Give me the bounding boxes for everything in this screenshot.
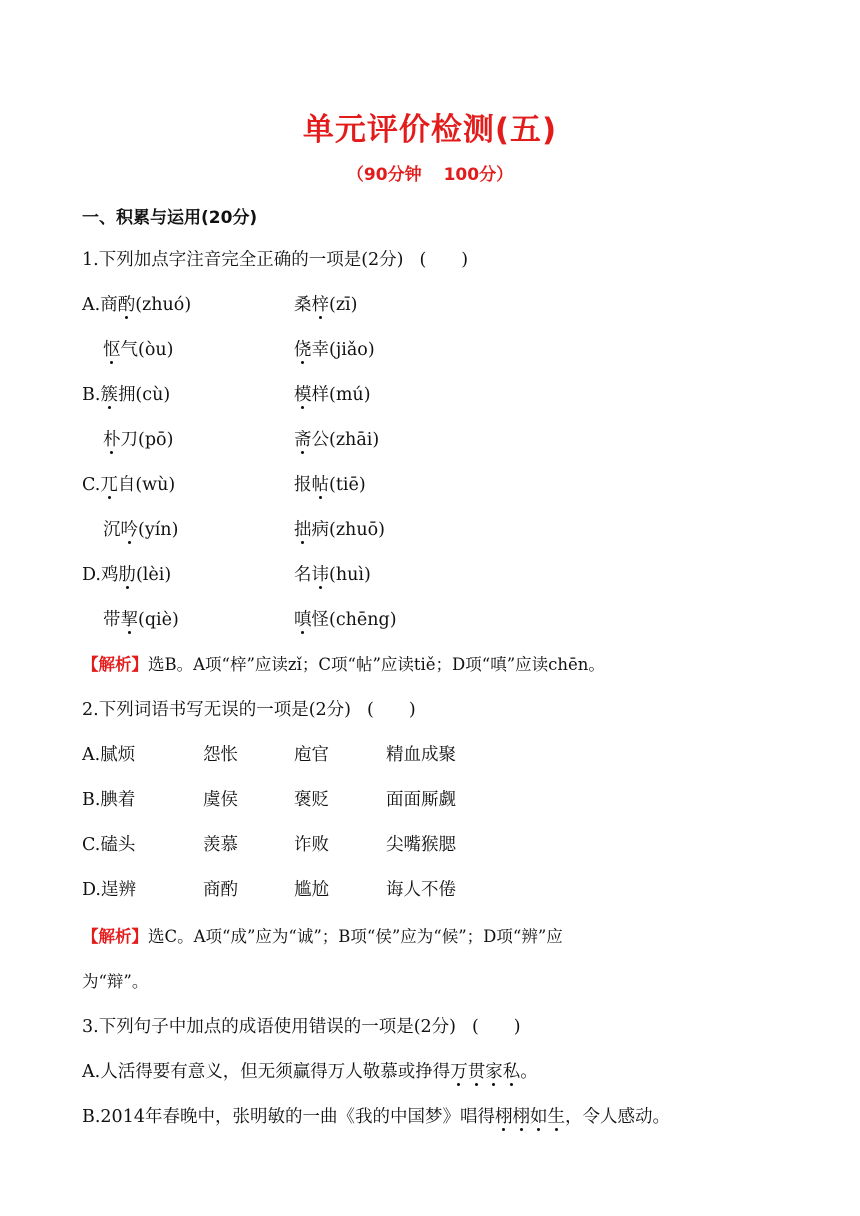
dotted-char: 拙	[294, 520, 312, 540]
q1-option-right: 嗔怪(chēng)	[294, 610, 397, 630]
dotted-char: 肋	[118, 565, 136, 585]
option-letter: A.	[82, 295, 101, 315]
question-3-stem: 3.下列句子中加点的成语使用错误的一项是(2分) ( )	[82, 1017, 521, 1037]
q2-option-word: 面面厮觑	[386, 790, 456, 810]
subtitle-score: 100分）	[443, 165, 514, 185]
dotted-char: 生	[547, 1107, 565, 1127]
option-letter: C.	[82, 475, 101, 495]
q1-option-right: 桑梓(zī)	[294, 295, 358, 315]
question-3-option-b: B.2014年春晚中，张明敏的一曲《我的中国梦》唱得栩栩如生，令人感动。	[82, 1107, 670, 1127]
q2-option-word: 尴尬	[294, 880, 329, 900]
dotted-char: 兀	[100, 475, 118, 495]
dotted-char: 万	[450, 1062, 468, 1082]
q1-option-left: A.商酌(zhuó)	[82, 295, 192, 315]
q2-option-word: 精血成聚	[386, 745, 456, 765]
q1-option-left: 沉吟(yín)	[103, 520, 179, 540]
dotted-char: 贯	[467, 1062, 486, 1082]
q2-option-word: 虞侯	[203, 790, 238, 810]
question-2-stem: 2.下列词语书写无误的一项是(2分) ( )	[82, 700, 416, 720]
q1-option-left: B.簇拥(cù)	[82, 385, 171, 405]
q2-option-word: 怨怅	[203, 745, 238, 765]
q2-option-word: B.腆着	[82, 790, 136, 810]
q2-option-word: 尖嘴猴腮	[386, 835, 456, 855]
question-2-analysis-line1: 【解析】选C。A项“成”应为“诚”；B项“侯”应为“候”；D项“辨”应	[82, 927, 563, 946]
dotted-char: 讳	[311, 565, 329, 585]
dotted-char: 帖	[311, 475, 329, 495]
dotted-char: 家	[485, 1062, 503, 1082]
dotted-char: 挈	[120, 610, 138, 630]
q2-option-word: A.腻烦	[82, 745, 136, 765]
dotted-char: 栩	[512, 1107, 530, 1127]
subtitle-time: （90分钟	[346, 165, 422, 185]
dotted-char: 酌	[117, 295, 136, 315]
question-1-analysis: 【解析】选B。A项“梓”应读zǐ；C项“帖”应读tiě；D项“嗔”应读chēn。	[82, 655, 605, 674]
question-1-stem: 1.下列加点字注音完全正确的一项是(2分) ( )	[82, 250, 469, 270]
option-letter: D.	[82, 565, 101, 585]
q2-option-word: C.磕头	[82, 835, 136, 855]
q1-option-right: 斋公(zhāi)	[294, 430, 380, 450]
dotted-char: 模	[294, 385, 312, 405]
q2-option-word: D.逞辨	[82, 880, 136, 900]
q1-option-left: D.鸡肋(lèi)	[82, 565, 172, 585]
dotted-char: 嗔	[294, 610, 312, 630]
q1-option-left: 带挈(qiè)	[103, 610, 179, 630]
q1-option-left: 朴刀(pō)	[103, 430, 174, 450]
dotted-char: 栩	[494, 1107, 513, 1127]
dotted-char: 吟	[120, 520, 138, 540]
section-heading: 一、积累与运用(20分)	[82, 208, 258, 228]
dotted-char: 怄	[103, 340, 121, 360]
option-letter: B.	[82, 385, 101, 405]
dotted-char: 簇	[100, 385, 118, 405]
page-subtitle	[0, 160, 860, 185]
q1-option-right: 报帖(tiē)	[294, 475, 366, 495]
dotted-char: 斋	[294, 430, 312, 450]
q2-option-word: 商酌	[203, 880, 238, 900]
q1-option-right: 拙病(zhuō)	[294, 520, 385, 540]
q2-option-word: 褒贬	[294, 790, 329, 810]
q1-option-right: 侥幸(jiǎo)	[294, 340, 375, 360]
q1-option-left: C.兀自(wù)	[82, 475, 176, 495]
dotted-char: 如	[529, 1107, 548, 1127]
q1-option-left: 怄气(òu)	[103, 340, 174, 360]
q2-option-word: 诲人不倦	[386, 880, 456, 900]
dotted-char: 梓	[311, 295, 329, 315]
q1-option-right: 名讳(huì)	[294, 565, 371, 585]
q2-option-word: 庖官	[294, 745, 329, 765]
dotted-char: 朴	[103, 430, 121, 450]
page-title: 单元评价检测(五)	[302, 112, 558, 148]
q1-option-right: 模样(mú)	[294, 385, 371, 405]
q2-option-word: 羡慕	[203, 835, 238, 855]
dotted-char: 侥	[294, 340, 312, 360]
question-3-option-a: A.人活得要有意义，但无须赢得万人敬慕或挣得万贯家私。	[82, 1062, 538, 1082]
question-2-analysis-line2: 为“辩”。	[82, 972, 149, 991]
dotted-char: 私	[502, 1062, 521, 1082]
q2-option-word: 诈败	[294, 835, 329, 855]
